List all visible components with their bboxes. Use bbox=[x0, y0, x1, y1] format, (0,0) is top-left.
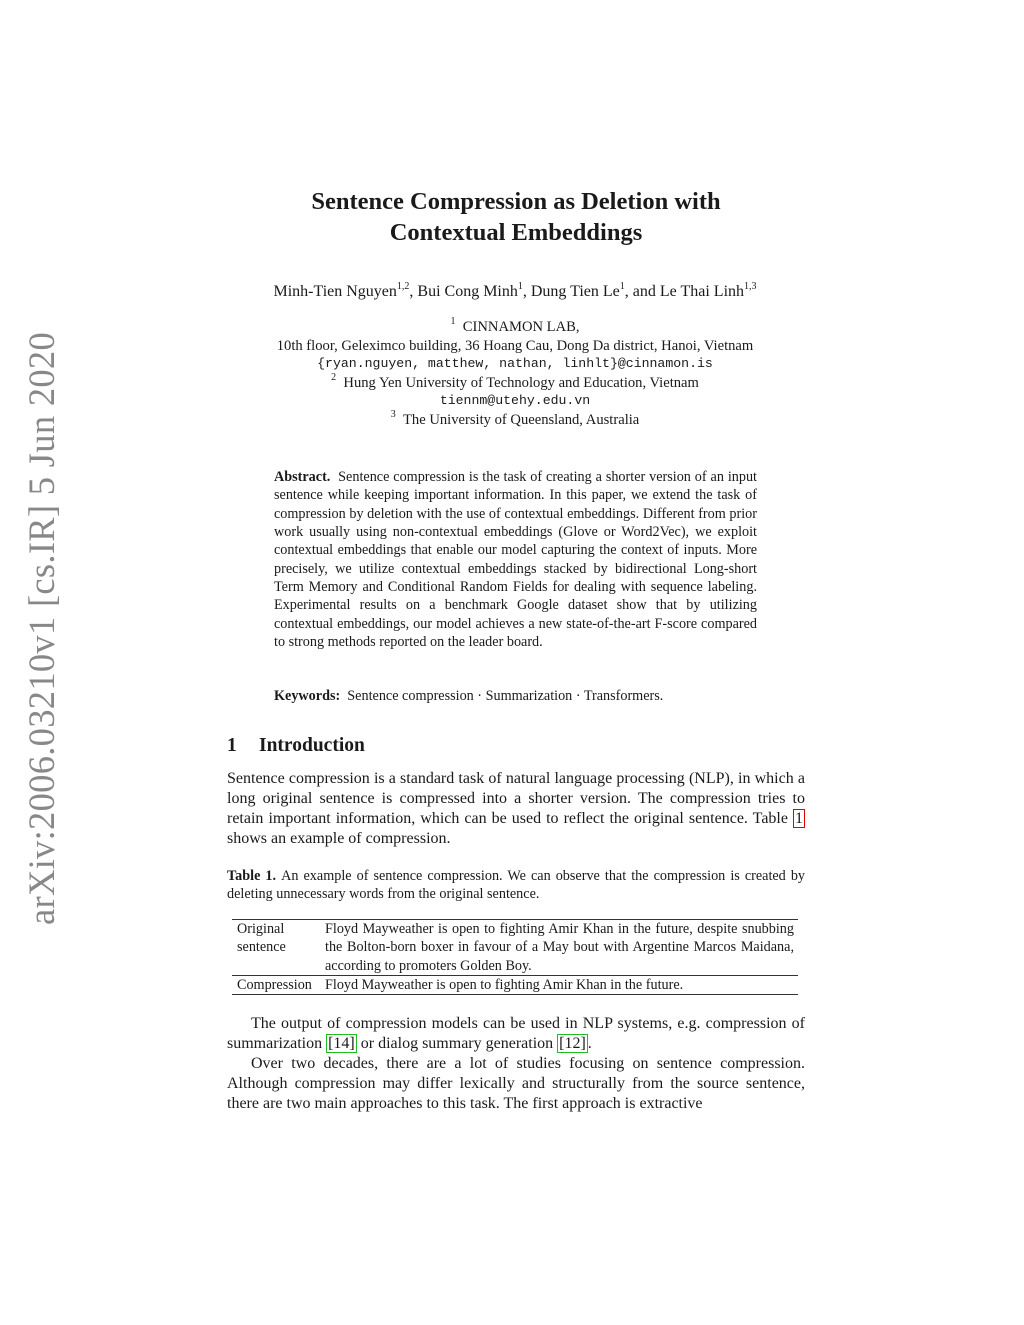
author-affiliation-mark: 1,2 bbox=[396, 281, 410, 292]
author-name: , Dung Tien Le bbox=[522, 283, 620, 300]
author-name: , Bui Cong Minh bbox=[409, 283, 518, 300]
author-name: Minh-Tien Nguyen bbox=[273, 283, 397, 300]
author-affiliation-mark: 1,3 bbox=[744, 281, 757, 292]
section-number: 1 bbox=[227, 735, 237, 756]
affiliation-email[interactable]: {ryan.nguyen, matthew, nathan, linhlt}@cinnamon.is bbox=[317, 356, 713, 371]
affiliation-line: $^1$ CINNAMON LAB, bbox=[450, 316, 580, 335]
author-list bbox=[200, 283, 830, 301]
abstract-label: Abstract. bbox=[274, 469, 331, 485]
table-caption bbox=[227, 867, 805, 904]
affiliation-line: $^3$ The University of Queensland, Australia bbox=[390, 408, 640, 428]
intro-paragraph-3: Over two decades, there are a lot of studies focusing on sentence compression. Although compression may differ lexically and structurally from the source sentence, there are two main approaches to this task. The first approach is extractive bbox=[227, 1055, 805, 1112]
affiliation-email[interactable]: tiennm@utehy.edu.vn bbox=[439, 393, 591, 408]
affiliation-address: 10th floor, Geleximco building, 36 Hoang Cau, Dong Da district, Hanoi, Vietnam bbox=[276, 337, 754, 354]
table-row-text: Floyd Mayweather is open to fighting Amir Khan in the future, despite snubbing the Bolton-born boxer in favour of a May bout with Argentine Marcos Maidana, according to promoters Golden Boy. bbox=[325, 921, 794, 974]
title-line-1: Sentence Compression as Deletion with bbox=[311, 188, 721, 215]
citation-link[interactable]: [14] bbox=[328, 1035, 355, 1052]
author-affiliation-mark: 1 bbox=[619, 281, 625, 292]
affiliation-mark: 3 bbox=[390, 408, 396, 420]
table-row bbox=[232, 975, 798, 994]
affiliation-mark: 2 bbox=[331, 371, 337, 383]
title-line-2: Contextual Embeddings bbox=[389, 219, 643, 246]
table-row bbox=[232, 920, 798, 975]
author-name: , and Le Thai Linh bbox=[624, 283, 745, 300]
table-row-label: Original sentence bbox=[237, 921, 286, 956]
paper-title bbox=[226, 186, 806, 248]
table-row-label: Compression bbox=[237, 976, 312, 993]
example-table bbox=[232, 919, 798, 995]
table-caption-label: Table 1. bbox=[227, 868, 277, 884]
table-row-text: Floyd Mayweather is open to fighting Amir Khan in the future. bbox=[325, 976, 684, 993]
citation-link[interactable]: [12] bbox=[559, 1035, 586, 1052]
intro-paragraph-1: Sentence compression is a standard task of natural language processing (NLP), in which a long original sentence is compressed into a shorter version. The compression tries to retain important information, which can be used to reflect the original sentence. Table 1 shows an example of compression. bbox=[227, 770, 805, 847]
affiliation-mark: 1 bbox=[450, 316, 456, 327]
arxiv-identifier: arXiv:2006.03210v1 [cs.IR] 5 Jun 2020 bbox=[21, 331, 62, 925]
keywords-label: Keywords: bbox=[274, 688, 341, 704]
keywords bbox=[274, 688, 757, 705]
section-title: Introduction bbox=[259, 735, 365, 756]
table-caption-text: An example of sentence compression. We can observe that the compression is created by deleting unnecessary words from the original sentence. bbox=[227, 868, 806, 903]
section-heading bbox=[227, 735, 365, 757]
affiliation-line: $^2$ Hung Yen University of Technology and Education, Vietnam bbox=[331, 371, 699, 391]
author-affiliation-mark: 1 bbox=[517, 281, 523, 292]
abstract bbox=[274, 468, 757, 651]
keywords-text: Sentence compression · Summarization · Transformers. bbox=[347, 688, 664, 704]
affiliations bbox=[200, 318, 830, 429]
intro-paragraph-2: The output of compression models can be used in NLP systems, e.g. compression of summarization [14] or dialog summary generation [12] . bbox=[227, 1015, 805, 1052]
abstract-text: Sentence compression is the task of creating a shorter version of an input sentence while keeping important information. In this paper, we extend the task of compression by deletion with the use of contextual embeddings. Different from prior work usually using non-contextual embeddings (Glove or Word2Vec), we exploit contextual embeddings that enable our model capturing the context of inputs. More precisely, we utilize contextual embeddings stacked by bidirectional Long-short Term Memory and Conditional Random Fields for dealing with sequence labeling. Experimental results on a benchmark Google dataset show that by utilizing contextual embeddings, our model achieves a new state-of-the-art F-score compared to strong methods reported on the leader board. bbox=[274, 469, 757, 651]
table-reference-link[interactable]: 1 bbox=[795, 810, 803, 827]
